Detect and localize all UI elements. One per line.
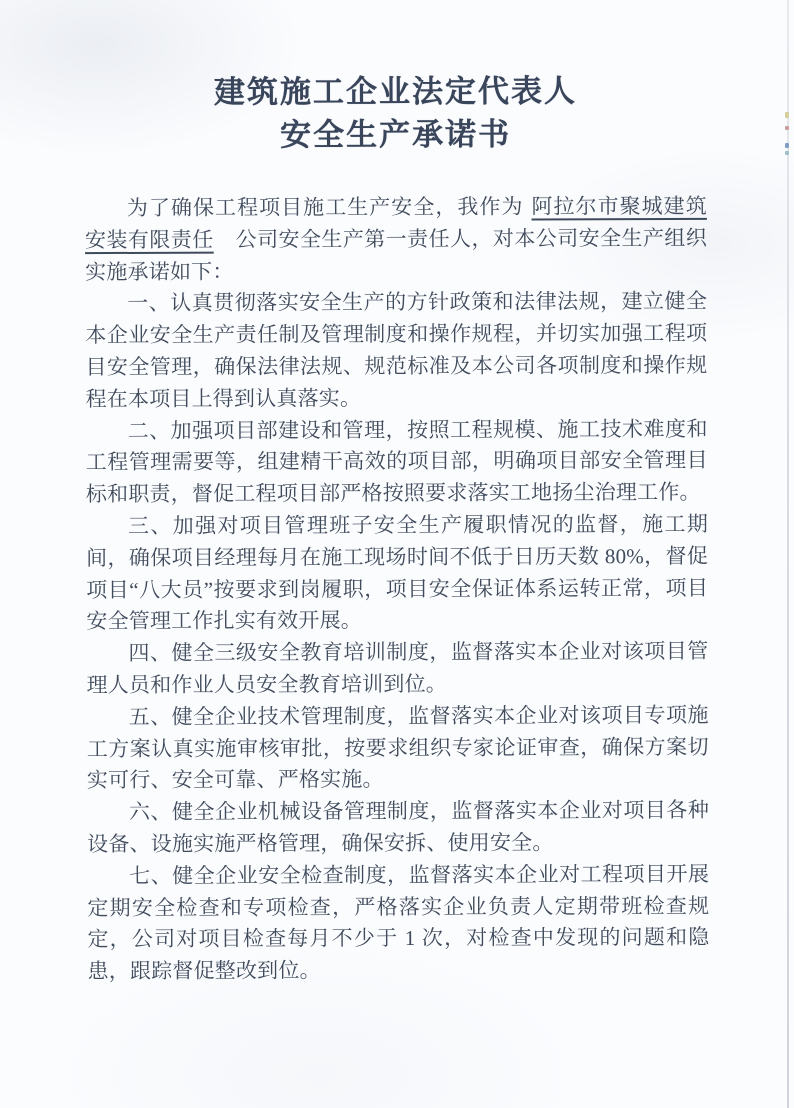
title-line-1: 建筑施工企业法定代表人 — [213, 73, 578, 110]
commitment-item-3: 三、加强对项目管理班子安全生产履职情况的监督，施工期间，确保项目经理每月在施工现场时间不低于日历天数 80%，督促项目“八大员”按要求到岗履职，项目安全保证体系运转正常，项目安全管理工作扎实有效开展。 — [86, 511, 709, 634]
scan-artifact-speck — [785, 151, 789, 155]
document-title — [84, 69, 706, 157]
intro-paragraph — [85, 191, 707, 289]
title-line-2: 安全生产承诺书 — [280, 116, 512, 153]
intro-lead-text: 为了确保工程项目施工生产安全，我作为 — [126, 194, 524, 220]
company-name-filled-blank: 阿拉尔市聚城建筑安装有限责任 — [84, 193, 707, 252]
commitment-item-7: 七、健全企业安全检查制度，监督落实本企业对工程项目开展定期安全检查和专项检查，严格落实企业负责人定期带班检查规定，公司对项目检查每月不少于 1 次，对检查中发现的问题和隐患，跟踪督促整改到位。 — [87, 861, 710, 984]
document-content — [84, 57, 709, 988]
commitment-item-6: 六、健全企业机械设备管理制度，监督落实本企业对项目各种设备、设施实施严格管理，确保安拆、使用安全。 — [87, 798, 710, 857]
scan-artifact-speck — [785, 143, 789, 148]
scan-artifact-speck — [785, 112, 789, 118]
scan-edge-line — [787, 0, 789, 1108]
commitment-item-5: 五、健全企业技术管理制度，监督落实本企业对该项目专项施工方案认真实施审核审批，按要求组织专家论证审查，确保方案切实可行、安全可靠、严格实施。 — [86, 702, 709, 793]
commitment-item-2: 二、加强项目部建设和管理，按照工程规模、施工技术难度和工程管理需要等，组建精干高效的项目部，明确项目部安全管理目标和职责，督促工程项目部严格按照要求落实工地扬尘治理工作。 — [85, 416, 708, 507]
intro-rest-text: 公司安全生产第一责任人，对本公司安全生产组织实施承诺如下： — [85, 225, 708, 284]
commitment-item-4: 四、健全三级安全教育培训制度，监督落实本企业对该项目管理人员和作业人员安全教育培训到位。 — [86, 639, 709, 698]
commitment-item-1: 一、认真贯彻落实安全生产的方针政策和法律法规，建立健全本企业安全生产责任制及管理制度和操作规程，并切实加强工程项目安全管理，确保法律法规、规范标准及本公司各项制度和操作规程在本项目上得到认真落实。 — [85, 289, 708, 411]
scan-artifact-speck — [785, 126, 789, 130]
